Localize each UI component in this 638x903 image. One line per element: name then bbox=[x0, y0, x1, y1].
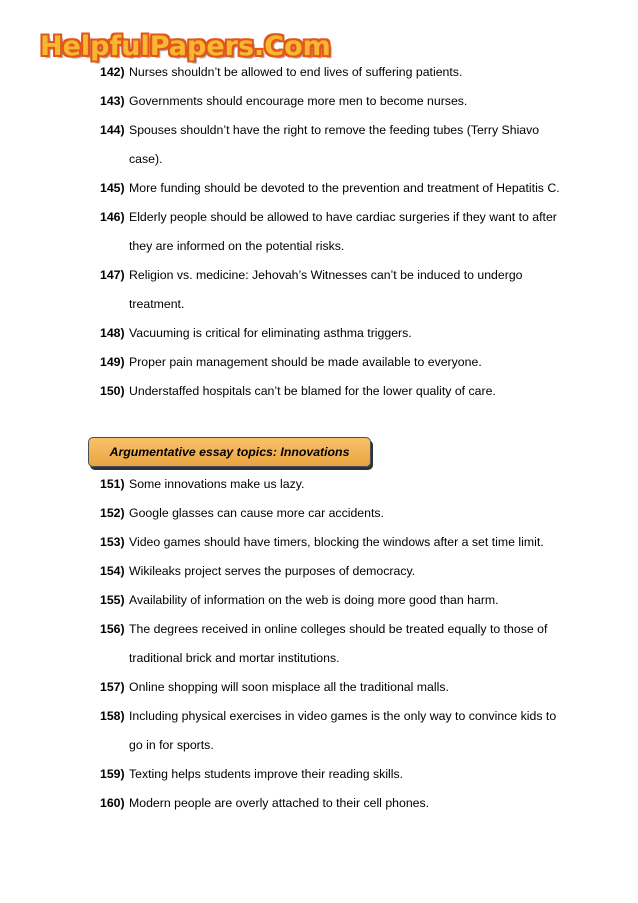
item-number: 145) bbox=[100, 181, 125, 195]
item-number: 152) bbox=[100, 506, 125, 520]
item-number: 147) bbox=[100, 268, 125, 282]
item-number: 148) bbox=[100, 326, 125, 340]
item-text: Availability of information on the web is doing more good than harm. bbox=[129, 593, 499, 607]
item-number: 160) bbox=[100, 796, 125, 810]
item-number: 143) bbox=[100, 94, 125, 108]
list-item bbox=[100, 174, 600, 203]
item-number: 154) bbox=[100, 564, 125, 578]
item-text: Video games should have timers, blocking the windows after a set time limit. bbox=[129, 535, 544, 549]
item-text: Elderly people should be allowed to have cardiac surgeries if they want to after bbox=[129, 210, 557, 224]
item-text: More funding should be devoted to the prevention and treatment of Hepatitis C. bbox=[129, 181, 560, 195]
section-title: Argumentative essay topics: Innovations bbox=[109, 445, 350, 459]
list-item bbox=[100, 348, 600, 377]
item-number: 156) bbox=[100, 622, 125, 636]
list-item bbox=[100, 528, 600, 557]
item-text: Governments should encourage more men to become nurses. bbox=[129, 94, 468, 108]
item-number: 144) bbox=[100, 123, 125, 137]
item-text: Texting helps students improve their reading skills. bbox=[129, 767, 404, 781]
item-text: Proper pain management should be made available to everyone. bbox=[129, 355, 482, 369]
list-item bbox=[100, 58, 600, 87]
item-text: Vacuuming is critical for eliminating asthma triggers. bbox=[129, 326, 412, 340]
list-item bbox=[100, 87, 600, 116]
list-item bbox=[100, 673, 600, 702]
item-text: Nurses shouldn’t be allowed to end lives of suffering patients. bbox=[129, 65, 463, 79]
list-item bbox=[100, 499, 600, 528]
list-item bbox=[100, 702, 600, 731]
item-number: 150) bbox=[100, 384, 125, 398]
list-item bbox=[100, 319, 600, 348]
item-text: Spouses shouldn’t have the right to remove the feeding tubes (Terry Shiavo bbox=[129, 123, 540, 137]
item-text: Religion vs. medicine: Jehovah’s Witnesses can’t be induced to undergo bbox=[129, 268, 523, 282]
list-item bbox=[100, 557, 600, 586]
list-item bbox=[100, 615, 600, 644]
list-item bbox=[100, 789, 600, 818]
list-item bbox=[100, 586, 600, 615]
item-continuation: treatment. bbox=[129, 297, 185, 311]
helpfulpapers-logo[interactable]: HelpfulPapers.Com bbox=[40, 31, 331, 62]
item-number: 149) bbox=[100, 355, 125, 369]
item-text: The degrees received in online colleges should be treated equally to those of bbox=[129, 622, 548, 636]
item-text: Understaffed hospitals can’t be blamed for the lower quality of care. bbox=[129, 384, 496, 398]
item-continuation: traditional brick and mortar institutions. bbox=[129, 651, 340, 665]
list-item bbox=[100, 760, 600, 789]
item-number: 158) bbox=[100, 709, 125, 723]
item-text: Including physical exercises in video games is the only way to convince kids to bbox=[129, 709, 557, 723]
section-heading-box bbox=[88, 437, 371, 467]
list-item bbox=[100, 470, 600, 499]
list-item bbox=[100, 203, 600, 232]
item-text: Google glasses can cause more car accidents. bbox=[129, 506, 384, 520]
item-continuation: case). bbox=[129, 152, 163, 166]
list-item bbox=[100, 377, 600, 406]
item-number: 146) bbox=[100, 210, 125, 224]
item-number: 159) bbox=[100, 767, 125, 781]
item-number: 153) bbox=[100, 535, 125, 549]
list-item bbox=[100, 116, 600, 145]
item-text: Wikileaks project serves the purposes of democracy. bbox=[129, 564, 416, 578]
item-text: Some innovations make us lazy. bbox=[129, 477, 305, 491]
item-number: 155) bbox=[100, 593, 125, 607]
list-item bbox=[100, 261, 600, 290]
item-number: 151) bbox=[100, 477, 125, 491]
item-text: Online shopping will soon misplace all the traditional malls. bbox=[129, 680, 449, 694]
item-continuation: go in for sports. bbox=[129, 738, 214, 752]
item-number: 157) bbox=[100, 680, 125, 694]
item-number: 142) bbox=[100, 65, 125, 79]
item-text: Modern people are overly attached to their cell phones. bbox=[129, 796, 430, 810]
item-continuation: they are informed on the potential risks. bbox=[129, 239, 345, 253]
